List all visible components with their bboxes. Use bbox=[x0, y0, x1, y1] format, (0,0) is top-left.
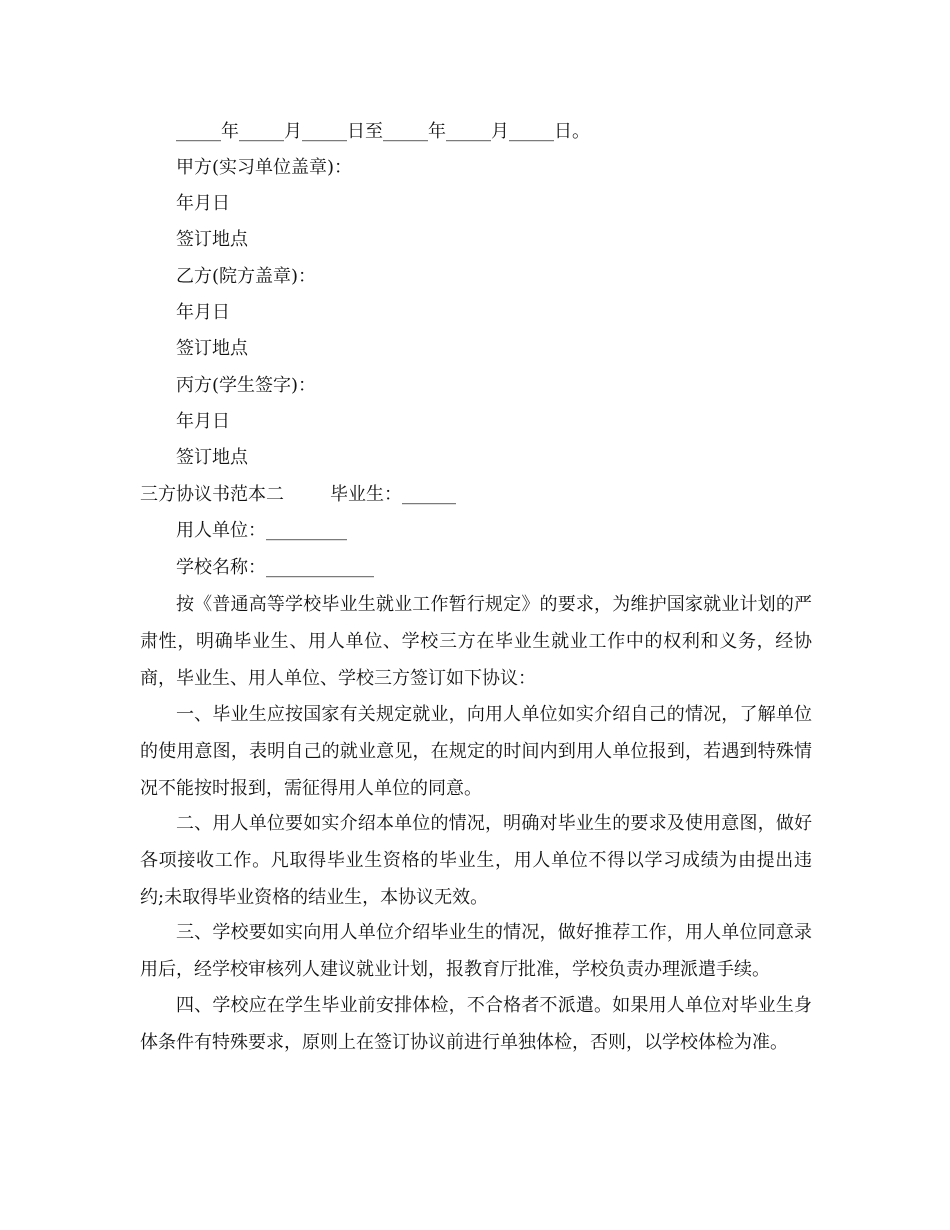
school-field: 学校名称：____________ bbox=[176, 557, 374, 578]
clause-paragraph-3: 三、学校要如实向用人单位介绍毕业生的情况，做好推荐工作，用人单位同意录用后，经学校审核列人建议就业计划，报教育厅批准，学校负责办理派遣手续。 bbox=[140, 922, 812, 980]
party-c-label: 丙方(学生签字)： bbox=[176, 375, 317, 396]
party-a-date: 年月日 bbox=[176, 193, 230, 214]
internship-period-line: _____年_____月_____日至_____年_____月_____日。 bbox=[176, 121, 590, 142]
clause-paragraph-4: 四、学校应在学生毕业前安排体检，不合格者不派遣。如果用人单位对毕业生身体条件有特殊要求，原则上在签订协议前进行单独体检，否则，以学校体检为准。 bbox=[140, 995, 812, 1053]
clause-paragraph-1: 一、毕业生应按国家有关规定就业，向用人单位如实介绍自己的情况，了解单位的使用意图，表明自己的就业意见，在规定的时间内到用人单位报到，若遇到特殊情况不能按时报到，需征得用人单位的同意。 bbox=[140, 704, 812, 799]
party-c-place: 签订地点 bbox=[176, 447, 248, 468]
employer-field: 用人单位：_________ bbox=[176, 520, 347, 541]
party-c-date: 年月日 bbox=[176, 411, 230, 432]
party-b-label: 乙方(院方盖章)： bbox=[176, 266, 317, 287]
template-two-heading: 三方协议书范本二 bbox=[140, 484, 284, 505]
party-a-label: 甲方(实习单位盖章)： bbox=[176, 157, 353, 178]
intro-paragraph: 按《普通高等学校毕业生就业工作暂行规定》的要求，为维护国家就业计划的严肃性，明确毕业生、用人单位、学校三方在毕业生就业工作中的权利和义务，经协商，毕业生、用人单位、学校三方签订如下协议： bbox=[140, 594, 812, 689]
graduate-field: 毕业生：______ bbox=[330, 484, 456, 505]
party-b-date: 年月日 bbox=[176, 302, 230, 323]
template-two-heading-line bbox=[140, 484, 456, 506]
clause-paragraph-2: 二、用人单位要如实介绍本单位的情况，明确对毕业生的要求及使用意图，做好各项接收工作。凡取得毕业生资格的毕业生，用人单位不得以学习成绩为由提出违约;未取得毕业资格的结业生，本协议无效。 bbox=[140, 813, 812, 908]
party-b-place: 签订地点 bbox=[176, 338, 248, 359]
party-a-place: 签订地点 bbox=[176, 229, 248, 250]
